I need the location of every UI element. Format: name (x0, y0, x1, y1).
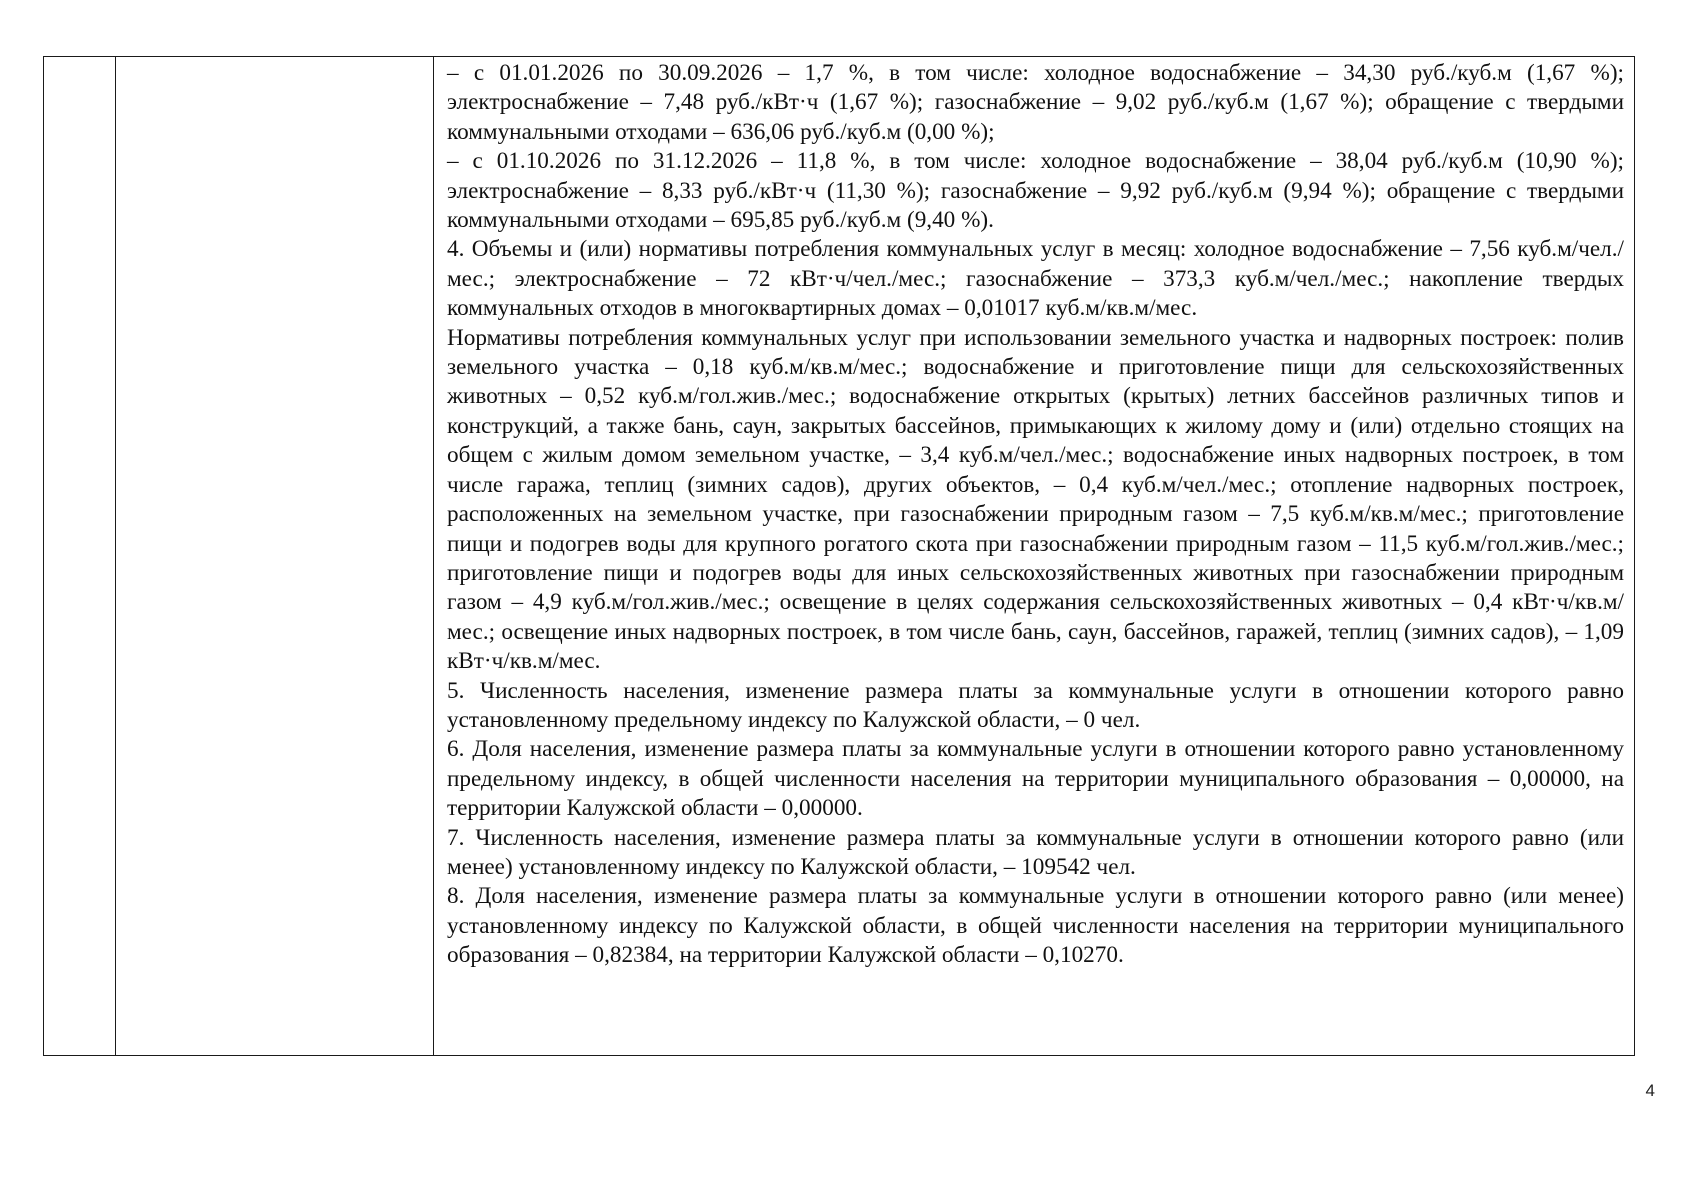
page-number: 4 (1645, 1081, 1655, 1100)
paragraph-consumption-volumes: 4. Объемы и (или) нормативы потребления коммунальных услуг в месяц: холодное водоснабжение – 7,56 куб.м/чел./мес.; электроснабжение – 72 кВт·ч/чел./мес.; газоснабжение – 373,3 куб.м/чел./мес.; накопление твердых коммунальных отходов в многоквартирных домах – 0,01017 куб.м/кв.м/мес. (447, 236, 1624, 322)
paragraph-tariff-period-1: – с 01.01.2026 по 30.09.2026 – 1,7 %, в том числе: холодное водоснабжение – 34,30 руб./куб.м (1,67 %); электроснабжение – 7,48 руб./кВт·ч (1,67 %); газоснабжение – 9,02 руб./куб.м (1,67 %); обращение с твердыми коммунальными отходами – 636,06 руб./куб.м (0,00 %); (447, 60, 1624, 145)
paragraph-population-equal-index: 5. Численность населения, изменение размера платы за коммунальные услуги в отношении которого равно установленному предельному индексу по Калужской области, – 0 чел. (447, 677, 1624, 733)
table-row (44, 57, 1635, 1056)
number-cell (44, 57, 116, 1056)
label-cell (116, 57, 434, 1056)
paragraph-population-below-index: 7. Численность населения, изменение размера платы за коммунальные услуги в отношении которого равно (или менее) установленному индексу по Калужской области, – 109542 чел. (447, 824, 1624, 880)
content-cell (434, 57, 1635, 1056)
paragraph-share-below-index: 8. Доля населения, изменение размера платы за коммунальные услуги в отношении которого равно (или менее) установленному индексу по Калужской области, в общей численности населения на территории муниципального образования – 0,82384, на территории Калужской области – 0,10270. (447, 883, 1624, 969)
document-table (43, 56, 1635, 1056)
paragraph-land-plot-norms: Нормативы потребления коммунальных услуг при использовании земельного участка и надворных построек: полив земельного участка – 0,18 куб.м/кв.м/мес.; водоснабжение и приготовление пищи для сельскохозяйственных животных – 0,52 куб.м/гол.жив./мес.; водоснабжение открытых (крытых) летних бассейнов различных типов и конструкций, а также бань, саун, закрытых бассейнов, примыкающих к жилому дому и (или) отдельно стоящих на общем с жилым домом земельном участке, – 3,4 куб.м/чел./мес.; водоснабжение иных надворных построек, в том числе гаража, теплиц (зимних садов), других объектов, – 0,4 куб.м/чел./мес.; отопление надворных построек, расположенных на земельном участке, при газоснабжении природным газом – 7,5 куб.м/кв.м/мес.; приготовление пищи и подогрев воды для крупного рогатого скота при газоснабжении природным газом – 11,5 куб.м/гол.жив./мес.; приготовление пищи и подогрев воды для иных сельскохозяйственных животных при газоснабжении природным газом – 4,9 куб.м/гол.жив./мес.; освещение в целях содержания сельскохозяйственных животных – 0,4 кВт·ч/кв.м/мес.; освещение иных надворных построек, в том числе бань, саун, бассейнов, гаражей, теплиц (зимних садов), – 1,09 кВт·ч/кв.м/мес. (447, 324, 1624, 675)
paragraph-tariff-period-2: – с 01.10.2026 по 31.12.2026 – 11,8 %, в том числе: холодное водоснабжение – 38,04 руб./куб.м (10,90 %); электроснабжение – 8,33 руб./кВт·ч (11,30 %); газоснабжение – 9,92 руб./куб.м (9,94 %); обращение с твердыми коммунальными отходами – 695,85 руб./куб.м (9,40 %). (447, 148, 1624, 234)
content-text (434, 57, 1634, 971)
paragraph-share-equal-index: 6. Доля населения, изменение размера платы за коммунальные услуги в отношении которого равно установленному предельному индексу, в общей численности населения на территории муниципального образования – 0,00000, на территории Калужской области – 0,00000. (447, 736, 1624, 822)
